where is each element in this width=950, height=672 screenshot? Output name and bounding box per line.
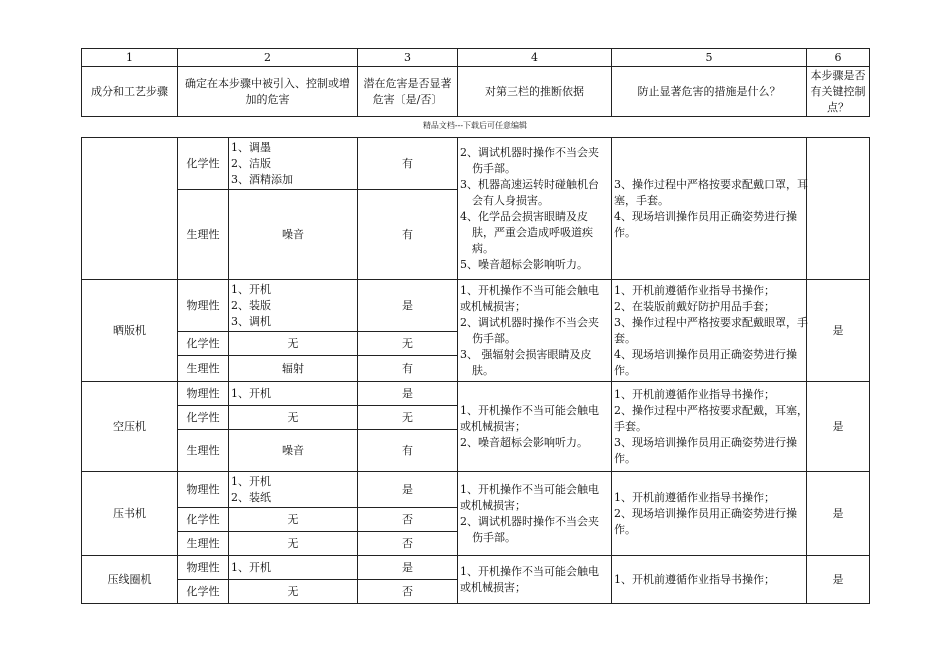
hazard-type: 化学性 — [178, 580, 229, 604]
measures-cell: 1、开机前遵循作业指导书操作； — [612, 556, 807, 604]
hazard-type: 生理性 — [178, 430, 229, 472]
ccp-value: 是 — [807, 382, 870, 472]
hazard-desc: 噪音 — [229, 190, 358, 280]
header-table — [81, 48, 870, 117]
significance: 是 — [358, 280, 458, 332]
col-num: 5 — [612, 49, 807, 67]
hazard-desc: 无 — [229, 532, 358, 556]
hazard-items: 1、调墨 2、洁版 3、酒精添加 — [229, 138, 358, 190]
hazard-desc: 无 — [229, 406, 358, 430]
ccp-value: 是 — [807, 280, 870, 382]
col-num: 2 — [178, 49, 358, 67]
step-name: 压书机 — [82, 472, 178, 556]
basis-cell: 2、调试机器时操作不当会夹 伤手部。 3、机器高速运转时碰触机台 会有人身损害。 4、化学品会损害眼睛及皮 肤，严重会造成呼吸道疾 病。 5、噪音超标会影响听力。 — [458, 138, 612, 280]
basis-cell: 1、开机操作不当可能会触电 或机械损害； 2、调试机器时操作不当会夹 伤手部。 — [458, 472, 612, 556]
measures-cell: 1、开机前遵循作业指导书操作； 2、现场培训操作员用正确姿势进行操 作。 — [612, 472, 807, 556]
significance: 无 — [358, 332, 458, 356]
significance: 是 — [358, 472, 458, 508]
hazard-items: 1、开机 2、装纸 — [229, 472, 358, 508]
col-header: 对第三栏的推断依据 — [458, 67, 612, 117]
hazard-type: 生理性 — [178, 356, 229, 382]
col-header: 防止显著危害的措施是什么？ — [612, 67, 807, 117]
hazard-type: 化学性 — [178, 508, 229, 532]
step-name: 空压机 — [82, 382, 178, 472]
hazard-type: 物理性 — [178, 280, 229, 332]
hazard-type: 物理性 — [178, 382, 229, 406]
hazard-desc: 无 — [229, 508, 358, 532]
significance: 有 — [358, 138, 458, 190]
measures-cell: 3、操作过程中严格按要求配戴口罩，耳 塞，手套。 4、现场培训操作员用正确姿势进行操 作。 — [612, 138, 807, 280]
significance: 是 — [358, 556, 458, 580]
hazard-items: 1、开机 — [229, 556, 358, 580]
hazard-type: 物理性 — [178, 556, 229, 580]
significance: 有 — [358, 190, 458, 280]
measures-cell: 1、开机前遵循作业指导书操作； 2、在装版前戴好防护用品手套； 3、操作过程中严格按要求配戴眼罩，手 套。 4、现场培训操作员用正确姿势进行操 作。 — [612, 280, 807, 382]
hazard-type: 化学性 — [178, 138, 229, 190]
hazard-items: 1、开机 — [229, 382, 358, 406]
basis-cell: 1、开机操作不当可能会触电 或机械损害； 2、调试机器时操作不当会夹 伤手部。 3、 强辐射会损害眼睛及皮 肤。 — [458, 280, 612, 382]
significance: 否 — [358, 508, 458, 532]
hazard-type: 化学性 — [178, 332, 229, 356]
col-num: 3 — [358, 49, 458, 67]
significance: 无 — [358, 406, 458, 430]
ccp-value: 是 — [807, 472, 870, 556]
step-cell — [82, 138, 178, 280]
significance: 是 — [358, 382, 458, 406]
basis-cell: 1、开机操作不当可能会触电 或机械损害； — [458, 556, 612, 604]
hazard-type: 生理性 — [178, 190, 229, 280]
col-num: 6 — [807, 49, 870, 67]
watermark-note: 精品文档---下载后可任意编辑 — [422, 121, 528, 130]
hazard-type: 物理性 — [178, 472, 229, 508]
hazard-desc: 无 — [229, 580, 358, 604]
col-header: 确定在本步骤中被引入、控制或增加的危害 — [178, 67, 358, 117]
significance: 有 — [358, 430, 458, 472]
col-header: 潜在危害是否显著危害〔是/否〕 — [358, 67, 458, 117]
hazard-items: 1、开机 2、装版 3、调机 — [229, 280, 358, 332]
significance: 否 — [358, 580, 458, 604]
col-header: 本步骤是否有关键控制点？ — [807, 67, 870, 117]
significance: 否 — [358, 532, 458, 556]
hazard-type: 生理性 — [178, 532, 229, 556]
measures-cell: 1、开机前遵循作业指导书操作； 2、操作过程中严格按要求配戴，耳塞， 手套。 3、现场培训操作员用正确姿势进行操 作。 — [612, 382, 807, 472]
hazard-type: 化学性 — [178, 406, 229, 430]
hazard-table — [81, 137, 870, 604]
hazard-desc: 无 — [229, 332, 358, 356]
hazard-desc: 噪音 — [229, 430, 358, 472]
basis-cell: 1、开机操作不当可能会触电 或机械损害； 2、噪音超标会影响听力。 — [458, 382, 612, 472]
step-name: 晒版机 — [82, 280, 178, 382]
step-name: 压线圈机 — [82, 556, 178, 604]
col-header: 成分和工艺步骤 — [82, 67, 178, 117]
ccp-value: 是 — [807, 556, 870, 604]
significance: 有 — [358, 356, 458, 382]
col-num: 4 — [458, 49, 612, 67]
ccp-cell — [807, 138, 870, 280]
hazard-desc: 辐射 — [229, 356, 358, 382]
col-num: 1 — [82, 49, 178, 67]
